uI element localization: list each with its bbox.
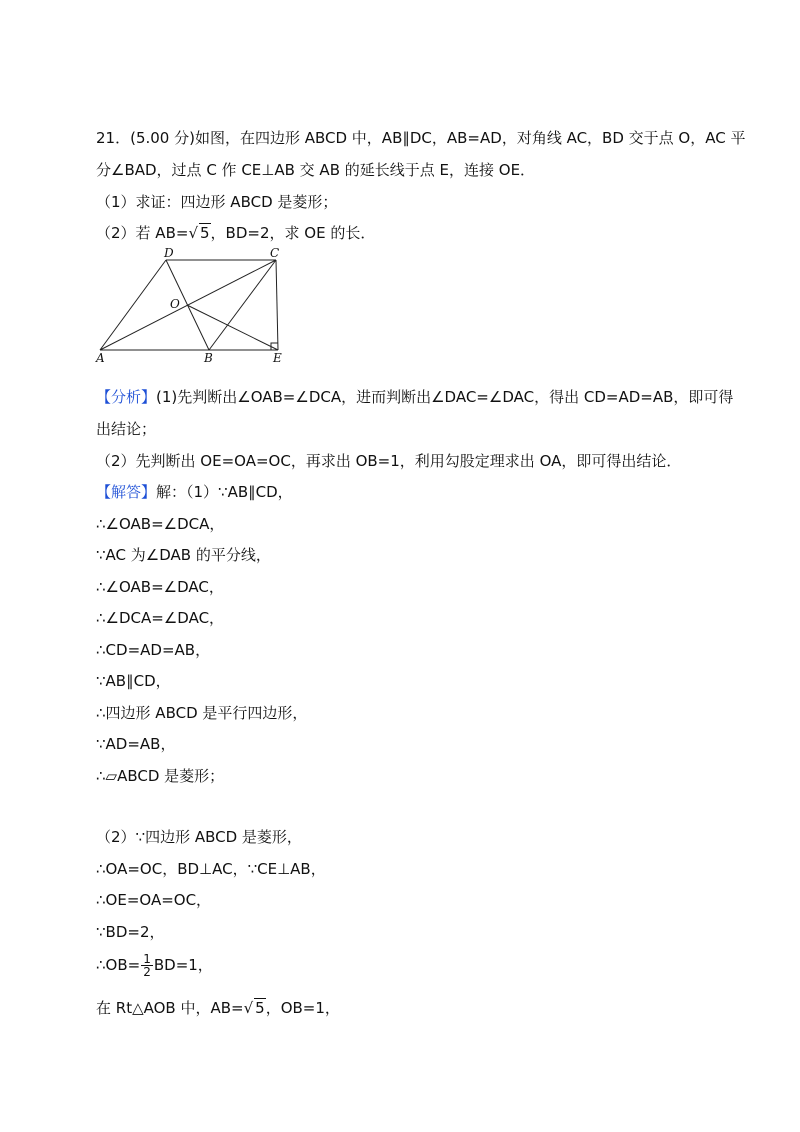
- label-D: D: [164, 246, 174, 260]
- solution-step: ∴∠OAB=∠DAC，: [96, 578, 224, 596]
- label-E: E: [273, 351, 282, 365]
- label-B: B: [204, 351, 213, 365]
- sqrt-expression: √ 5: [243, 999, 265, 1017]
- question-2-prefix: （2）若 AB=: [96, 224, 189, 242]
- solution-step: ∴∠OAB=∠DCA，: [96, 515, 225, 533]
- fraction-denominator: 2: [143, 965, 151, 979]
- solution-part-2-step: [96, 998, 340, 1018]
- solution-part-2-step: ∴OE=OA=OC，: [96, 891, 212, 909]
- question-2-suffix: ，BD=2，求 OE 的长．: [210, 224, 376, 242]
- solution-step: ∵AD=AB，: [96, 735, 176, 753]
- solution-intro: [96, 482, 293, 502]
- solution-part-2-step: （2）∵四边形 ABCD 是菱形，: [96, 828, 302, 846]
- rt-prefix: 在 Rt△AOB 中，AB=: [96, 999, 244, 1017]
- question-1: （1）求证：四边形 ABCD 是菱形；: [96, 193, 338, 211]
- solution-tag: 【解答】: [96, 483, 157, 501]
- geometry-figure: [92, 246, 302, 366]
- solution-step: ∴∠DCA=∠DAC，: [96, 609, 225, 627]
- label-O: O: [170, 297, 180, 311]
- ob-prefix: ∴OB=: [96, 956, 141, 974]
- solution-step: ∵AC 为∠DAB 的平分线，: [96, 546, 271, 564]
- analysis-text-1: (1)先判断出∠OAB=∠DCA，进而判断出∠DAC=∠DAC，得出 CD=AD=AB，即可得: [156, 388, 734, 406]
- analysis-line-2: 出结论；: [96, 420, 157, 438]
- analysis-tag: 【分析】: [96, 388, 157, 406]
- question-2: [96, 223, 375, 243]
- segment-CE: [276, 260, 278, 350]
- sqrt-expression: √ 5: [188, 224, 210, 242]
- analysis-line-1: [96, 387, 733, 407]
- solution-part-2-step: ∴OA=OC，BD⊥AC，∵CE⊥AB，: [96, 860, 326, 878]
- segment-BC: [209, 260, 276, 350]
- segment-AD: [100, 260, 166, 350]
- sqrt-radicand: 5: [200, 224, 210, 242]
- solution-step: ∴CD=AD=AB，: [96, 641, 211, 659]
- ob-suffix: BD=1，: [153, 956, 213, 974]
- segment-OE: [187, 305, 278, 350]
- analysis-line-3: （2）先判断出 OE=OA=OC，再求出 OB=1，利用勾股定理求出 OA，即可得出结论．: [96, 452, 682, 470]
- label-C: C: [270, 246, 280, 260]
- solution-step: ∴▱ABCD 是菱形；: [96, 767, 225, 785]
- solution-part-2-step: ∵BD=2，: [96, 923, 165, 941]
- fraction-numerator: 1: [143, 952, 151, 966]
- problem-line-1: 21．(5.00 分)如图，在四边形 ABCD 中，AB∥DC，AB=AD，对角线 AC，BD 交于点 O，AC 平: [96, 129, 746, 147]
- problem-line-2: 分∠BAD，过点 C 作 CE⊥AB 交 AB 的延长线于点 E，连接 OE．: [96, 161, 536, 179]
- solution-intro-text: 解：（1）∵AB∥CD，: [156, 483, 293, 501]
- solution-step: ∵AB∥CD，: [96, 672, 171, 690]
- label-A: A: [96, 351, 105, 365]
- fraction: [141, 953, 153, 978]
- solution-part-2-step: [96, 952, 213, 978]
- solution-step: ∴四边形 ABCD 是平行四边形，: [96, 704, 308, 722]
- rt-suffix: ，OB=1，: [265, 999, 340, 1017]
- sqrt-radicand: 5: [255, 999, 265, 1017]
